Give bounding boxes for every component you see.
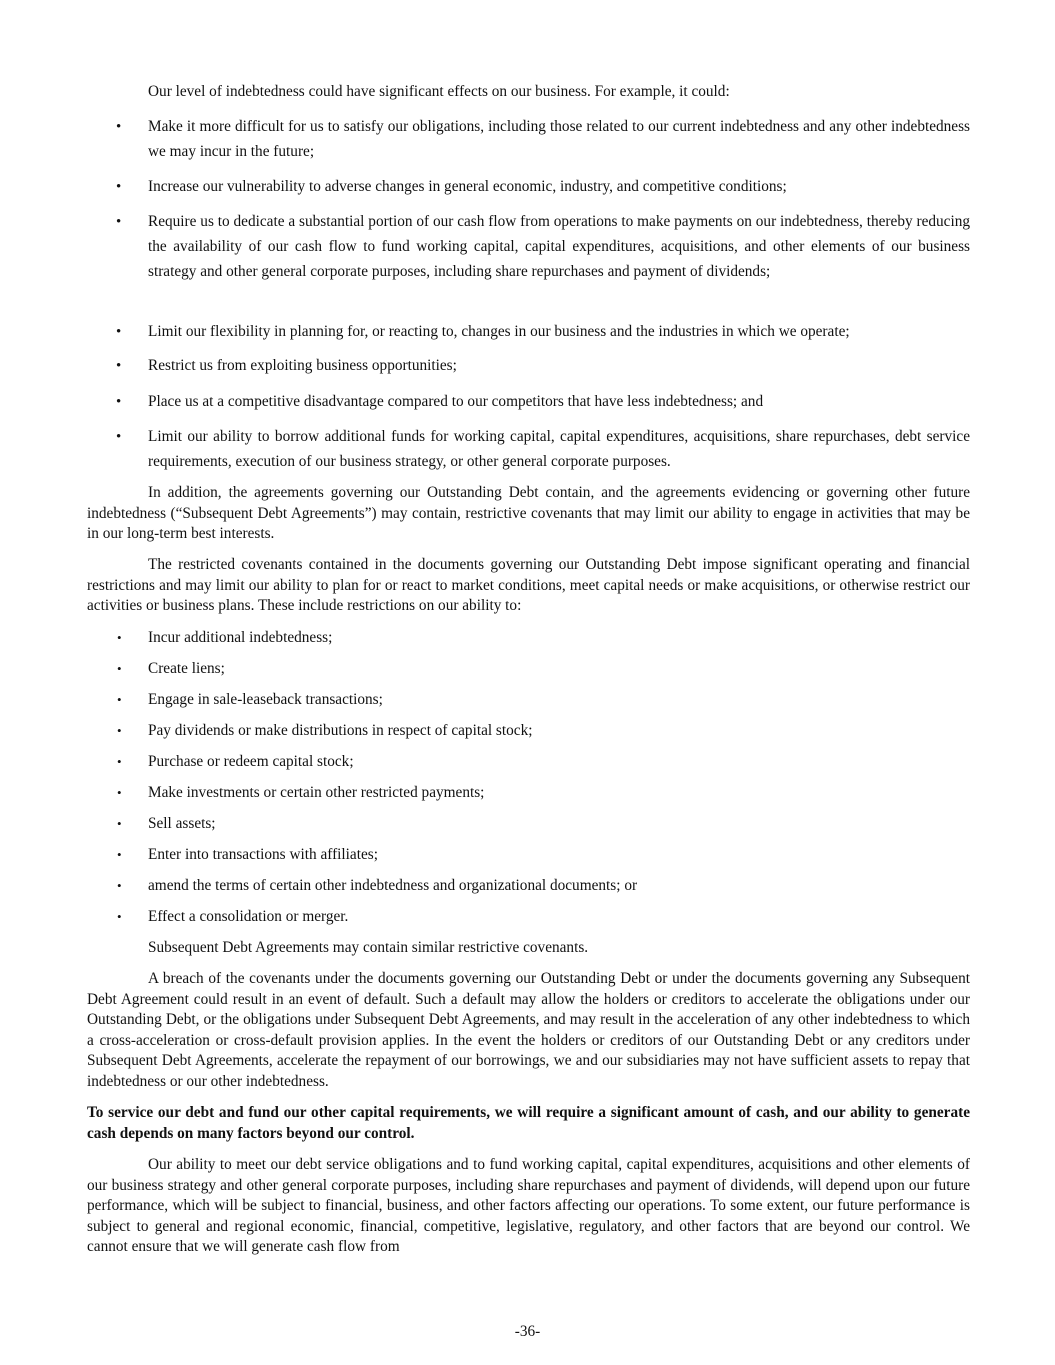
restriction-item: Effect a consolidation or merger. [148,908,349,925]
bullet-marker: • [117,630,122,645]
bullet-marker: • [116,119,122,135]
restriction-item: Purchase or redeem capital stock; [148,753,354,770]
bullet-marker: • [117,692,122,707]
restriction-item: Enter into transactions with affiliates; [148,846,378,863]
bullet-marker: • [116,394,122,410]
effect-item: Limit our flexibility in planning for, or reacting to, changes in our business and the industries in which we operate; [148,323,850,340]
effect-item: Require us to dedicate a substantial portion of our cash flow from operations to make payments on our indebtedness, thereby reducing the availability of our cash flow to fund working capital, capital expenditures, acquisitions, and other elements of our business strategy and other general corporate purposes, including share repurchases and payment of dividends; [148,213,970,280]
effect-item: Place us at a competitive disadvantage compared to our competitors that have less indebtedness; and [148,393,764,410]
bullet-marker: • [116,358,122,374]
agreements-paragraph: In addition, the agreements governing our Outstanding Debt contain, and the agreements evidencing or governing other future indebtedness (“Subsequent Debt Agreements”) may contain, restrictive covenants that may limit our ability to engage in activities that may be in our long-term best interests. [87,484,970,542]
breach-paragraph: A breach of the covenants under the documents governing our Outstanding Debt or under the documents governing any Subsequent Debt Agreement could result in an event of default. Such a default may allow the holders or creditors to accelerate the obligations under our Outstanding Debt, or the obligations under Subsequent Debt Agreements, and may result in the acceleration of any other indebtedness to which a cross-acceleration or cross-default provision applies. In the event the holders or creditors of our Outstanding Debt or any creditors under Subsequent Debt Agreements, accelerate the repayment of our borrowings, we and our subsidiaries may not have sufficient assets to repay that indebtedness or our other indebtedness. [87,970,970,1090]
restriction-item: Make investments or certain other restricted payments; [148,784,485,801]
bullet-marker: • [117,723,122,738]
bullet-marker: • [116,429,122,445]
bullet-marker: • [117,909,122,924]
cash-ability-paragraph: Our ability to meet our debt service obligations and to fund working capital, capital expenditures, acquisitions and other elements of our business strategy and other general corporate purposes, including share repurchases and payment of dividends, will depend upon our future performance, which will be subject to financial, business, and other factors affecting our operations. To some extent, our future performance is subject to general and regional economic, financial, competitive, legislative, regulatory, and other factors that are beyond our control. We cannot ensure that we will generate cash flow from [87,1156,970,1255]
restriction-item: amend the terms of certain other indebtedness and organizational documents; or [148,877,638,894]
bullet-marker: • [116,179,122,195]
effect-item: Restrict us from exploiting business opportunities; [148,357,457,374]
bullet-marker: • [116,324,122,340]
restriction-item: Incur additional indebtedness; [148,629,333,646]
effect-item: Make it more difficult for us to satisfy our obligations, including those related to our current indebtedness and any other indebtedness we may incur in the future; [148,118,970,160]
restriction-item: Pay dividends or make distributions in respect of capital stock; [148,722,533,739]
page-number: -36- [514,1323,541,1340]
bullet-marker: • [117,754,122,769]
similar-covenants-paragraph: Subsequent Debt Agreements may contain similar restrictive covenants. [148,939,589,956]
bullet-marker: • [117,661,122,676]
effect-item: Limit our ability to borrow additional funds for working capital, capital expenditures, acquisitions, share repurchases, debt service requirements, execution of our business strategy, or other general corporate purposes. [148,428,970,470]
restriction-item: Sell assets; [148,815,216,832]
bullet-marker: • [116,214,122,230]
restriction-item: Create liens; [148,660,225,677]
restriction-item: Engage in sale-leaseback transactions; [148,691,383,708]
effect-item: Increase our vulnerability to adverse changes in general economic, industry, and competitive conditions; [148,178,787,195]
intro-paragraph: Our level of indebtedness could have significant effects on our business. For example, it could: [148,83,730,100]
covenants-paragraph: The restricted covenants contained in the documents governing our Outstanding Debt impose significant operating and financial restrictions and may limit our ability to plan for or react to market conditions, meet capital needs or make acquisitions, or otherwise restrict our activities or business plans. These include restrictions on our ability to: [87,556,970,614]
bullet-marker: • [117,785,122,800]
bullet-marker: • [117,816,122,831]
section-heading: To service our debt and fund our other capital requirements, we will require a significant amount of cash, and our ability to generate cash depends on many factors beyond our control. [87,1104,970,1142]
bullet-marker: • [117,847,122,862]
bullet-marker: • [117,878,122,893]
